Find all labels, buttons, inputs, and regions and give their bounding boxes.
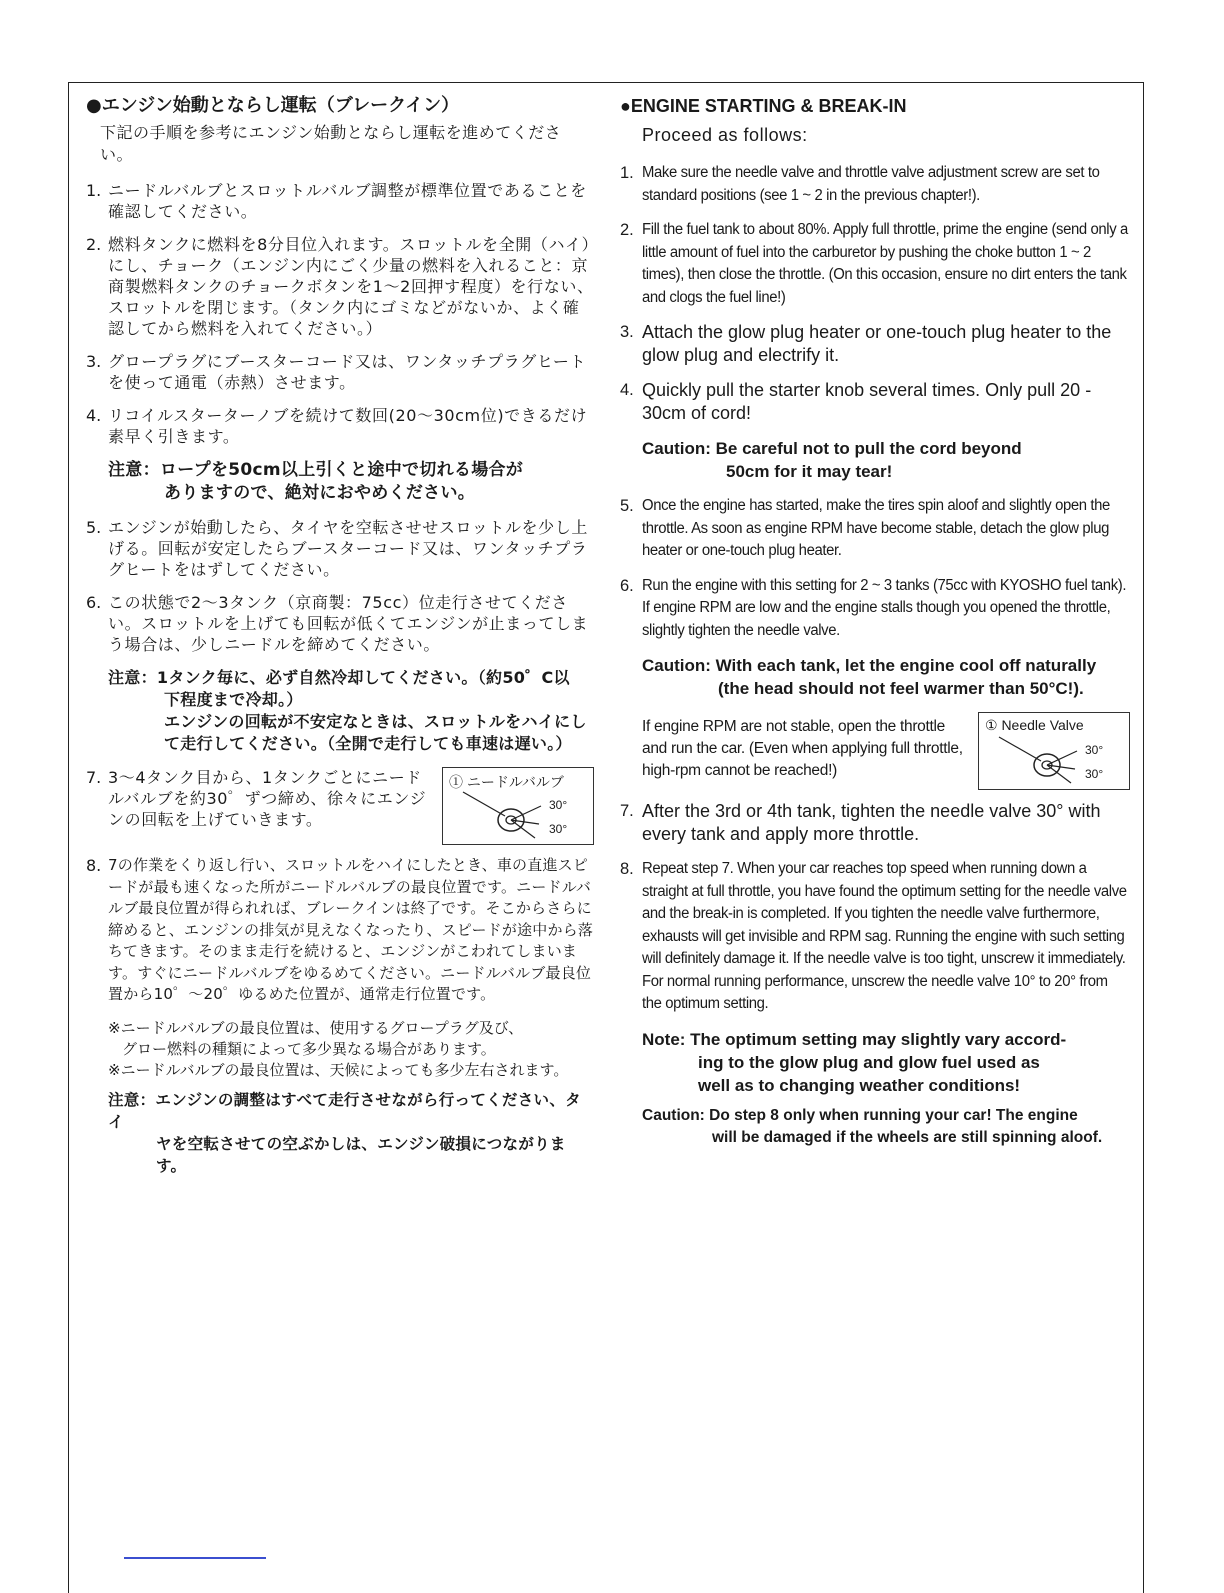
step-text: 燃料タンクに燃料を8分目位入れます。スロットルを全開（ハイ）にし、チョーク（エンジン内にごく少量の燃料を入れること：京商製燃料タンクのチョークボタンを1〜2回押す程度）を行ない、スロットルを閉じます。（タンク内にゴミなどがないか、よく確認してから燃料を入れてください。） xyxy=(108,235,594,338)
jp-step-1 xyxy=(86,180,594,222)
diagram-label: ① ニードルバルブ xyxy=(449,774,564,790)
jp-needle-valve-diagram xyxy=(442,767,594,845)
degree-label: 30° xyxy=(1085,743,1104,757)
en-intro: Proceed as follows: xyxy=(642,125,808,145)
caution-line: 50cm for it may tear! xyxy=(726,462,893,481)
en-caution-6 xyxy=(642,654,1130,700)
jp-caution-6 xyxy=(108,667,594,755)
note-line: ※ニードルバルブの最良位置は、天候によっても多少左右されます。 xyxy=(108,1060,569,1079)
caution-line: ヤを空転させての空ぶかしは、エンジン破損につながります。 xyxy=(156,1134,566,1175)
caution-line: 注意：1タンク毎に、必ず自然冷却してください。（約50゜C以 xyxy=(108,668,570,687)
step-text: Repeat step 7. When your car reaches top speed when running down a straight at full throttle, you have found the optimum setting for the needle valve and the break-in is completed. If you tighten the needle valve furthermore, exhausts will get invisible and RPM sag. Running the engine with such setting will definitely damage it. If the needle valve is too tight, unscrew it immediately. For normal running performance, unscrew the needle valve 10° to 20° from the optimum setting. xyxy=(642,860,1127,1012)
jp-note-2 xyxy=(108,1060,594,1081)
step-text: 3〜4タンク目から、1タンクごとにニードルバルブを約30゜ずつ締め、徐々にエンジンの回転を上げていきます。 xyxy=(108,768,427,829)
note-line: Note: The optimum setting may slightly vary accord- xyxy=(642,1029,1067,1049)
jp-step-5 xyxy=(86,517,594,580)
caution-line: て走行してください。（全開で走行しても車速は遅い。） xyxy=(164,734,572,753)
step-number: 2. xyxy=(86,235,102,254)
en-step-3 xyxy=(620,321,1130,367)
step-number: 4. xyxy=(86,406,102,425)
needle-valve-icon xyxy=(443,768,593,844)
note-line: well as to changing weather conditions! xyxy=(698,1075,1021,1095)
needle-valve-icon xyxy=(979,713,1129,789)
step-number: 1. xyxy=(86,181,102,200)
en-step-2 xyxy=(620,219,1130,309)
step-text: Make sure the needle valve and throttle valve adjustment screw are set to standard positions (see 1 ~ 2 in the previous chapter!). xyxy=(642,164,1100,204)
note-line: ※ニードルバルブの最良位置は、使用するグロープラグ及び、 xyxy=(108,1018,524,1037)
en-step-7 xyxy=(620,800,1130,846)
en-rpm-note: If engine RPM are not stable, open the throttle and run the car. (Even when applying full throttle, high-rpm cannot be reached!) xyxy=(642,718,963,779)
caution-line: ありますので、絶対におやめください。 xyxy=(164,483,476,503)
step-number: 5. xyxy=(620,497,634,515)
note-line: ing to the glow plug and glow fuel used as xyxy=(698,1052,1040,1072)
caution-line: 下程度まで冷却。） xyxy=(164,690,303,709)
degree-label: 30° xyxy=(549,798,568,812)
step-text: Quickly pull the starter knob several times. Only pull 20 - 30cm of cord! xyxy=(642,380,1092,423)
step-text: Run the engine with this setting for 2 ~ 3 tanks (75cc with KYOSHO fuel tank). If engine RPM are low and the engine stalls though you opened the throttle, slightly tighten the needle valve. xyxy=(642,576,1127,639)
step-text: エンジンが始動したら、タイヤを空転させせスロットルを少し上げる。回転が安定したらブースターコード又は、ワンタッチプラグヒートをはずしてください。 xyxy=(108,518,588,579)
caution-line: Caution: Do step 8 only when running your car! The engine xyxy=(642,1106,1078,1124)
caution-line: Caution: Be careful not to pull the cord beyond xyxy=(642,439,1022,458)
step-text: リコイルスターターノブを続けて数回(20〜30cm位)できるだけ素早く引きます。 xyxy=(108,406,588,446)
jp-step-7-box xyxy=(86,767,594,845)
caution-line: will be damaged if the wheels are still spinning aloof. xyxy=(712,1128,1103,1146)
degree-label: 30° xyxy=(1085,767,1104,781)
en-step-6 xyxy=(620,575,1130,643)
step-number: 6. xyxy=(86,593,102,612)
note-line: グロー燃料の種類によって多少異なる場合があります。 xyxy=(122,1039,496,1058)
step-number: 4. xyxy=(620,381,634,399)
jp-caution-8 xyxy=(108,1089,594,1177)
jp-step-6 xyxy=(86,592,594,655)
step-text: Attach the glow plug heater or one-touch plug heater to the glow plug and electrify it. xyxy=(642,322,1112,365)
step-number: 3. xyxy=(86,352,102,371)
japanese-column xyxy=(86,94,594,1189)
en-step-5 xyxy=(620,495,1130,563)
step-text: After the 3rd or 4th tank, tighten the needle valve 30° with every tank and apply more throttle. xyxy=(642,801,1101,844)
step-number: 8. xyxy=(86,856,102,875)
en-note xyxy=(642,1028,1130,1097)
step-text: 7の作業をくり返し行い、スロットルをハイにしたとき、車の直進スピードが最も速くなった所がニードルバルブの最良位置です。ニードルバルブ最良位置が得られれば、ブレークインは終了です。そこからさらに締めると、エンジンの排気が見えなくなったり、スピードが途中から落ちてきます。そのまま走行を続けると、エンジンがこわれてしまいます。すぐにニードルバルブをゆるめてください。ニードルバルブ最良位置から10゜〜20゜ゆるめた位置が、通常走行位置です。 xyxy=(108,856,594,1003)
caution-line: 注意：ロープを50cm以上引くと途中で切れる場合が xyxy=(108,460,524,480)
step-number: 7. xyxy=(86,768,102,787)
step-number: 1. xyxy=(620,164,634,182)
jp-heading: ●エンジン始動とならし運転（ブレークイン） xyxy=(86,95,460,116)
step-text: Once the engine has started, make the tires spin aloof and slightly open the throttle. As soon as engine RPM have become stable, detach the glow plug heater or one-touch plug heater. xyxy=(642,497,1110,559)
jp-step-8 xyxy=(86,855,594,1006)
step-number: 6. xyxy=(620,576,634,595)
caution-line: 注意：エンジンの調整はすべて走行させながら行ってください、タイ xyxy=(108,1090,581,1131)
step-text: この状態で2〜3タンク（京商製：75cc）位走行させてください。スロットルを上げても回転が低くてエンジンが止まってしまう場合は、少しニードルを締めてください。 xyxy=(108,593,589,654)
jp-caution-4 xyxy=(108,459,594,505)
en-heading: ●ENGINE STARTING & BREAK-IN xyxy=(620,96,907,116)
caution-line: エンジンの回転が不安定なときは、スロットルをハイにし xyxy=(164,712,587,731)
jp-step-3 xyxy=(86,351,594,393)
jp-note-1 xyxy=(108,1018,594,1060)
step-text: ニードルバルブとスロットルバルブ調整が標準位置であることを確認してください。 xyxy=(108,181,587,221)
footer-rule xyxy=(124,1557,266,1559)
jp-step-2 xyxy=(86,234,594,339)
en-needle-valve-diagram xyxy=(978,712,1130,790)
step-number: 5. xyxy=(86,518,102,537)
en-rpm-note-box xyxy=(620,712,1130,790)
jp-step-7 xyxy=(86,767,436,830)
step-text: Fill the fuel tank to about 80%. Apply full throttle, prime the engine (send only a little amount of fuel into the carburetor by pushing the choke button 1 ~ 2 times), then close the throttle. (On this occasion, ensure no dirt enters the tank and clogs the fuel line!) xyxy=(642,221,1128,306)
step-number: 7. xyxy=(620,802,634,820)
degree-label: 30° xyxy=(549,822,568,836)
step-number: 2. xyxy=(620,221,634,239)
english-column xyxy=(620,94,1130,1161)
step-number: 8. xyxy=(620,860,634,878)
en-step-8 xyxy=(620,858,1130,1016)
step-number: 3. xyxy=(620,323,634,341)
en-step-4 xyxy=(620,379,1130,425)
en-caution-4 xyxy=(642,437,1130,483)
caution-line: (the head should not feel warmer than 50°C!). xyxy=(718,679,1084,698)
en-caution-8 xyxy=(642,1105,1130,1149)
jp-intro: 下記の手順を参考にエンジン始動とならし運転を進めてください。 xyxy=(100,123,562,164)
step-text: グロープラグにブースターコード又は、ワンタッチプラグヒートを使って通電（赤熱）させます。 xyxy=(108,352,587,392)
caution-line: Caution: With each tank, let the engine cool off naturally xyxy=(642,656,1097,675)
diagram-label: ① Needle Valve xyxy=(985,717,1084,733)
en-step-1 xyxy=(620,162,1130,207)
jp-step-4 xyxy=(86,405,594,447)
